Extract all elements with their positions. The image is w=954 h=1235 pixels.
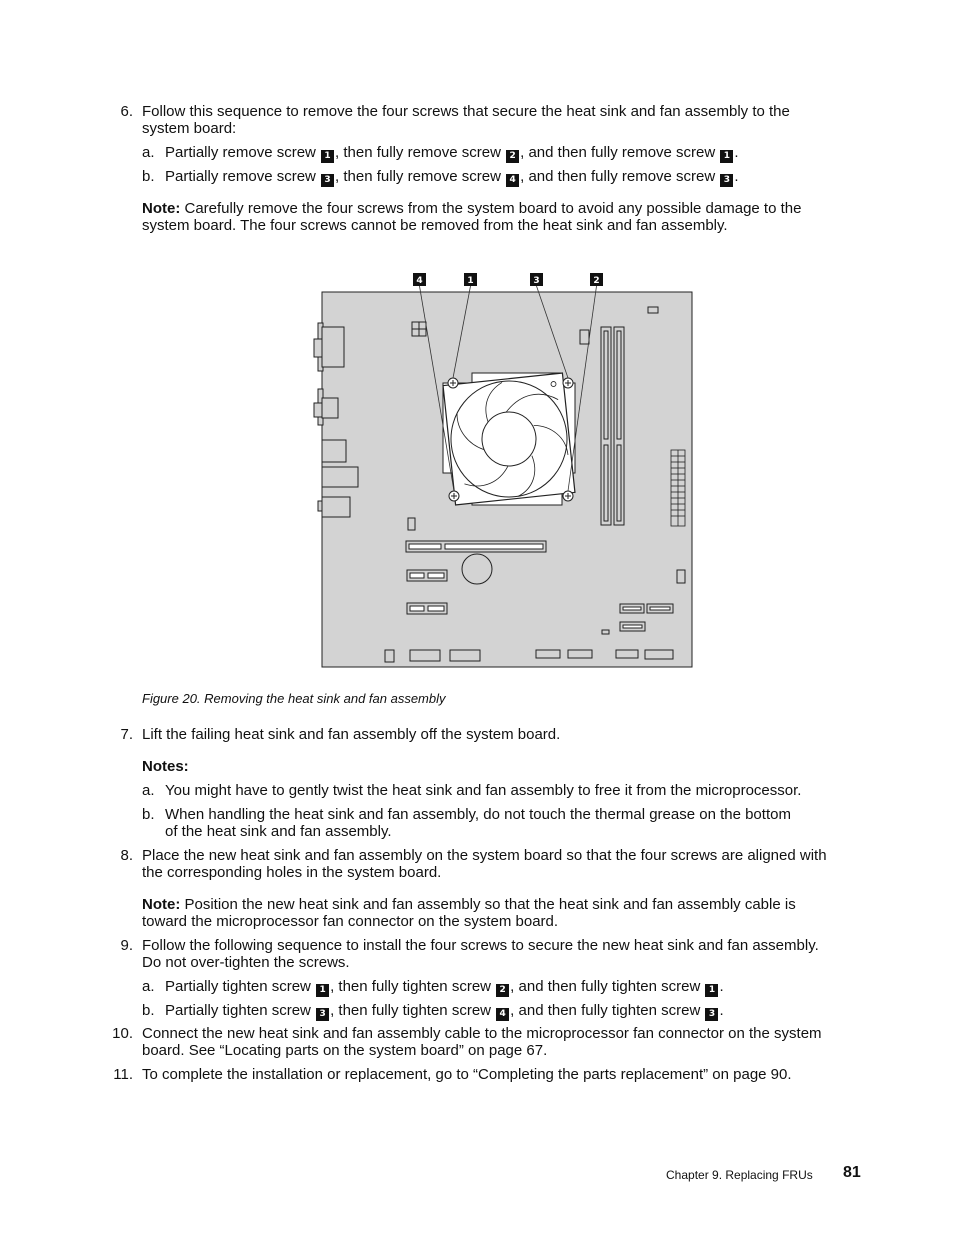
callout-badge: 3 bbox=[316, 1008, 329, 1021]
step-text: Connect the new heat sink and fan assembly cable to the microprocessor fan connector on the system bbox=[142, 1025, 822, 1042]
callout-4-label: 4 bbox=[416, 276, 423, 286]
substep-letter: b. bbox=[142, 806, 155, 823]
step-text: Place the new heat sink and fan assembly on the system board so that the four screws are aligned with bbox=[142, 847, 827, 864]
note-label: Note: bbox=[142, 896, 181, 913]
step-text: Lift the failing heat sink and fan assembly off the system board. bbox=[142, 726, 561, 743]
step-text: Follow this sequence to remove the four screws that secure the heat sink and fan assembly to the bbox=[142, 103, 790, 120]
battery bbox=[462, 554, 492, 584]
page-number: 81 bbox=[843, 1164, 861, 1181]
step-number: 7. bbox=[120, 726, 133, 743]
callout-badge: 1 bbox=[321, 150, 334, 163]
substep-letter: a. bbox=[142, 978, 155, 995]
step-text: system board: bbox=[142, 120, 237, 137]
callout-1-label: 1 bbox=[467, 276, 474, 286]
substep-letter: b. bbox=[142, 168, 155, 185]
callout-badge: 1 bbox=[705, 984, 718, 997]
system-board-figure bbox=[300, 265, 700, 675]
substep-text: You might have to gently twist the heat sink and fan assembly to free it from the microprocessor. bbox=[165, 782, 802, 799]
note-label: Note: bbox=[142, 200, 181, 217]
substep-text: Partially remove screw 1 , then fully remove screw 2 , and then fully remove screw 1 . bbox=[165, 144, 739, 161]
substep-text: Partially remove screw 3 , then fully remove screw 4 , and then fully remove screw 3 . bbox=[165, 168, 739, 185]
note-text: Note: Carefully remove the four screws from the system board to avoid any possible damage to the bbox=[142, 200, 802, 217]
substep-text: Partially tighten screw 1 , then fully tighten screw 2 , and then fully tighten screw 1 . bbox=[165, 978, 724, 995]
step-text: Do not over-tighten the screws. bbox=[142, 954, 350, 971]
callout-badge: 2 bbox=[496, 984, 509, 997]
callout-3-label: 3 bbox=[533, 276, 540, 286]
callout-badge: 4 bbox=[506, 174, 519, 187]
substep-letter: a. bbox=[142, 782, 155, 799]
notes-label: Notes: bbox=[142, 758, 189, 775]
power-connector bbox=[671, 450, 685, 526]
step-number: 9. bbox=[120, 937, 133, 954]
callout-badge: 3 bbox=[321, 174, 334, 187]
substep-text: Partially tighten screw 3 , then fully tighten screw 4 , and then fully tighten screw 3 . bbox=[165, 1002, 724, 1019]
figure-caption: Figure 20. Removing the heat sink and fan assembly bbox=[142, 691, 446, 706]
fan-assembly bbox=[443, 373, 575, 505]
callout-badge: 1 bbox=[720, 150, 733, 163]
step-number: 11. bbox=[113, 1066, 133, 1083]
callout-2-label: 2 bbox=[593, 276, 600, 286]
step-text: To complete the installation or replacement, go to “Completing the parts replacement” on page 90. bbox=[142, 1066, 792, 1083]
note-text: Note: Position the new heat sink and fan assembly so that the heat sink and fan assembly cable is bbox=[142, 896, 796, 913]
note-text: system board. The four screws cannot be removed from the heat sink and fan assembly. bbox=[142, 217, 728, 234]
substep-letter: a. bbox=[142, 144, 155, 161]
step-text: the corresponding holes in the system board. bbox=[142, 864, 442, 881]
step-text: Follow the following sequence to install the four screws to secure the new heat sink and fan assembly. bbox=[142, 937, 819, 954]
callout-badge: 3 bbox=[720, 174, 733, 187]
step-number: 10. bbox=[112, 1025, 133, 1042]
step-number: 6. bbox=[120, 103, 133, 120]
step-number: 8. bbox=[120, 847, 133, 864]
callout-badge: 1 bbox=[316, 984, 329, 997]
note-text: toward the microprocessor fan connector on the system board. bbox=[142, 913, 559, 930]
substep-text: of the heat sink and fan assembly. bbox=[165, 823, 392, 840]
callout-badge: 3 bbox=[705, 1008, 718, 1021]
substep-letter: b. bbox=[142, 1002, 155, 1019]
callout-badge: 4 bbox=[496, 1008, 509, 1021]
footer-chapter: Chapter 9. Replacing FRUs bbox=[666, 1168, 813, 1182]
substep-text: When handling the heat sink and fan assembly, do not touch the thermal grease on the bottom bbox=[165, 806, 791, 823]
step-text: board. See “Locating parts on the system board” on page 67. bbox=[142, 1042, 548, 1059]
callout-badge: 2 bbox=[506, 150, 519, 163]
